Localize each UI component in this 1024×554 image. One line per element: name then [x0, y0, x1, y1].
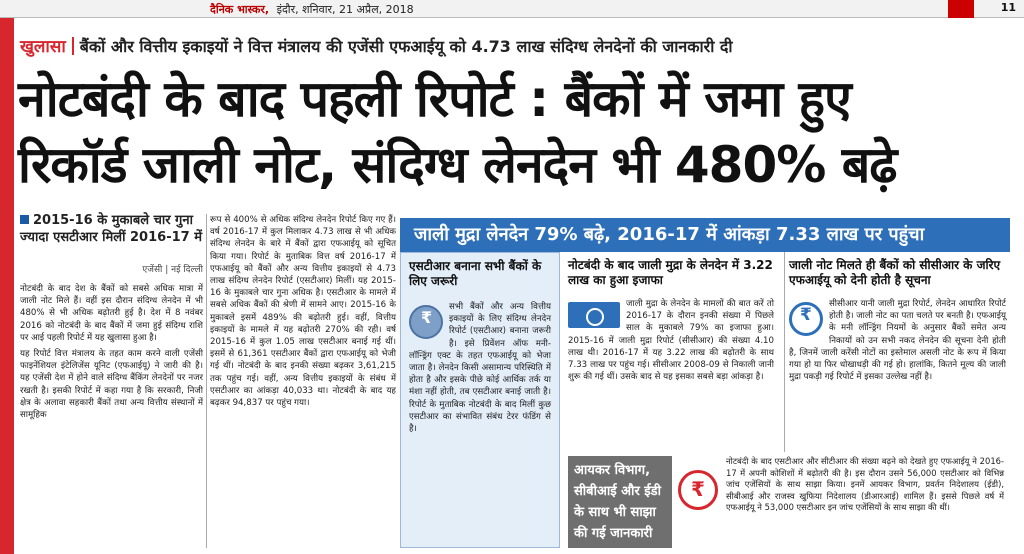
str-box-body: सभी बैंकों और अन्य वित्तीय इकाइयों के लिए संदिग्ध लेनदेन रिपोर्ट (एसटीआर) बनाना जरूरी है। इसे प्रिवेंशन ऑफ मनी-लॉन्ड्रिंग एक्ट के तहत एफआईयू को भेजा जाता है। लेनदेन किसी असामान्य परिस्थिति में होता है और इसके पीछे कोई आर्थिक तर्क या मंशा नहीं होती, तब एसटीआर बनाई जाती है। रिपोर्ट के मुताबिक नोटबंदी के बाद मिलीं कुछ एसटीआर का संभावित संबंध टेरर फंडिंग से है। [409, 302, 551, 435]
agencies-text-box [674, 452, 1010, 548]
agencies-grey-box: आयकर विभाग, सीबीआई और ईडी के साथ भी साझा की गई जानकारी [568, 456, 672, 548]
square-bullet-icon [20, 215, 29, 224]
str-box-text [409, 301, 551, 435]
summary-text: 2015-16 के मुकाबले चार गुना ज्यादा एसटीआर मिलीं 2016-17 में [20, 213, 202, 245]
dateline: इंदौर, शनिवार, 21 अप्रैल, 2018 [276, 3, 414, 16]
masthead [0, 0, 1024, 18]
page-number: 11 [1000, 1, 1016, 14]
main-headline [18, 66, 1018, 198]
agencies-text: नोटबंदी के बाद एसटीआर और सीटीआर की संख्या बढ़ने को देखते हुए एफआईयू ने 2016-17 में अपनी कोशिशों में बढ़ोतरी की है। इस दौरान उसने 56,000 एसटीआर को विभिन्न जांच एजेंसियों के साथ साझा किया। इनमें आयकर विभाग, प्रवर्तन निदेशालय (ईडी), सीबीआई और राजस्व खुफिया निदेशालय (डीआरआई) शामिल हैं। इससे पिछले वर्ष में एफआईयू ने 53,000 एसटीआर इन जांच एजेंसियों के साथ साझा की थीं। [726, 456, 1004, 513]
fake-currency-title: नोटबंदी के बाद जाली मुद्रा के लेनदेन में 3.22 लाख का हुआ इजाफा [568, 258, 773, 287]
ccr-box-text [789, 298, 1006, 383]
kicker [20, 34, 733, 60]
ccr-box [784, 252, 1010, 452]
fake-currency-body: जाली मुद्रा के लेनदेन के मामलों की बात करें तो 2016-17 के दौरान इनकी संख्या में पिछले साल के मुकाबले 79% का इजाफा हुआ। 2015-16 में जाली मुद्रा रिपोर्ट (सीसीआर) की संख्या 4.10 लाख थी। 2016-17 में यह 3.22 लाख की बढ़ोतरी के साथ 7.33 लाख पर पहुंच गई। सीसीआर 2008-09 से निकाली जानी शुरू की गई थीं। उसके बाद से यह इसका सबसे बड़ा आंकड़ा है। [568, 299, 774, 383]
newspaper-logo: दैनिक भास्कर, [210, 3, 270, 16]
ccr-box-title: जाली नोट मिलते ही बैंकों को सीसीआर के जरिए एफआईयू को देनी होती है सूचना [789, 258, 1001, 287]
kicker-tag: खुलासा [20, 37, 66, 57]
ccr-box-body: सीसीआर यानी जाली मुद्रा रिपोर्ट, लेनदेन आधारित रिपोर्ट होती है। जाली नोट का पता चलते पर बनती है। एफआईयू के मनी लॉन्ड्रिंग नियमों के अनुसार बैंकों समेत अन्य निकायों को उन सभी नकद लेनदेन की सूचना देनी होती है, जिनमें जाली करेंसी नोटों का इस्तेमाल असली नोट के रूप में किया गया हो या फिर धोखाधड़ी की गई हो। हालांकि, कितने मूल्य की जाली मुद्रा पकड़ी गई रिपोर्ट में इसका उल्लेख नहीं है। [789, 299, 1006, 383]
fake-currency-box [564, 252, 778, 452]
summary-deck [20, 212, 203, 246]
str-sidebar-box [400, 252, 560, 548]
str-box-title: एसटीआर बनाना सभी बैंकों के लिए जरूरी [409, 259, 542, 288]
byline: एजेंसी | नई दिल्ली [142, 265, 203, 275]
left-column [20, 212, 203, 421]
second-column-text: रूप से 400% से अधिक संदिग्ध लेनदेन रिपोर्ट किए गए हैं। वर्ष 2016-17 में कुल मिलाकर 4.73 लाख से भी अधिक संदिग्ध लेनदेन के बारे में बैंकों द्वारा एफआईयू को सूचित किया गया। रिपोर्ट के मुताबिक वित्त वर्ष 2016-17 में एफआईयू को बैंकों और अन्य वित्तीय इकाइयों से 4.73 लाख संदिग्ध लेनदेन रिपोर्ट (एसटीआर) मिलीं। यह 2015-16 के मुकाबले चार गुना अधिक है। एसटीआर के मामले में सबसे अधिक बैंकों की श्रेणी में सामने आए। 2015-16 के मुकाबले इसमें 489% की बढ़ोतरी हुई। वहीं, वित्तीय इकाइयों के मामले में यह बढ़ोतरी 270% की रही। वर्ष 2015-16 में कुल 1.05 लाख एसटीआर बनाई गई थीं। इसमें से 61,361 एसटीआर बैंकों द्वारा एफआईयू को भेजी गई थीं। नोटबंदी के बाद इनकी संख्या बढ़कर 3,61,215 तक पहुंच गई। वहीं, अन्य वित्तीय इकाइयों के संबंध में एसटीआर का आंकड़ा 40,033 था। नोटबंदी के बाद यह बढ़कर 94,837 पर पहुंच गया। [210, 215, 396, 409]
coins-icon [409, 305, 443, 339]
left-para-1: नोटबंदी के बाद देश के बैंकों को सबसे अधिक मात्रा में जाली नोट मिले हैं। वहीं इस दौरान संदिग्ध लेनदेन में भी 480% से भी अधिक बढ़ोतरी हुई है। देश में 8 नवंबर 2016 को नोटबंदी के बाद बैंकों में जमा हुई संदिग्ध राशि पर आई पहली रिपोर्ट में यह खुलासा हुआ है। [20, 284, 203, 343]
second-column [210, 214, 396, 409]
rupee-cycle-icon [789, 302, 823, 336]
kicker-divider [72, 37, 74, 55]
headline-line-1: नोटबंदी के बाद पहली रिपोर्ट : बैंकों में जमा हुए [18, 70, 851, 128]
blue-subheadline-band: जाली मुद्रा लेनदेन 79% बढ़े, 2016-17 में आंकड़ा 7.33 लाख पर पहुंचा [400, 218, 1010, 252]
banknote-icon [568, 302, 620, 328]
kicker-line: बैंकों और वित्तीय इकाइयों ने वित्त मंत्रालय की एजेंसी एफआईयू को 4.73 लाख संदिग्ध लेनदेनों की जानकारी दी [79, 37, 733, 56]
masthead-dateline-group [210, 2, 414, 17]
headline-line-2: रिकॉर्ड जाली नोट, संदिग्ध लेनदेन भी 480% बढ़े [18, 136, 897, 194]
column-divider [206, 214, 207, 548]
fake-currency-text [568, 298, 774, 383]
left-para-2: यह रिपोर्ट वित्त मंत्रालय के तहत काम करने वाली एजेंसी फाइनेंशियल इंटेलिजेंस यूनिट (एफआईयू) ने जारी की है। यह एजेंसी देश में होने वाले संदिग्ध बैंकिंग लेनदेनों पर नजर रखती है। इसकी रिपोर्ट में कहा गया है कि सरकारी, निजी क्षेत्र के अलावा सहकारी बैंकों तथा अन्य वित्तीय संस्थानों में सामूहिक [20, 349, 203, 421]
page-number-marker [948, 0, 974, 18]
left-red-margin [0, 0, 14, 554]
